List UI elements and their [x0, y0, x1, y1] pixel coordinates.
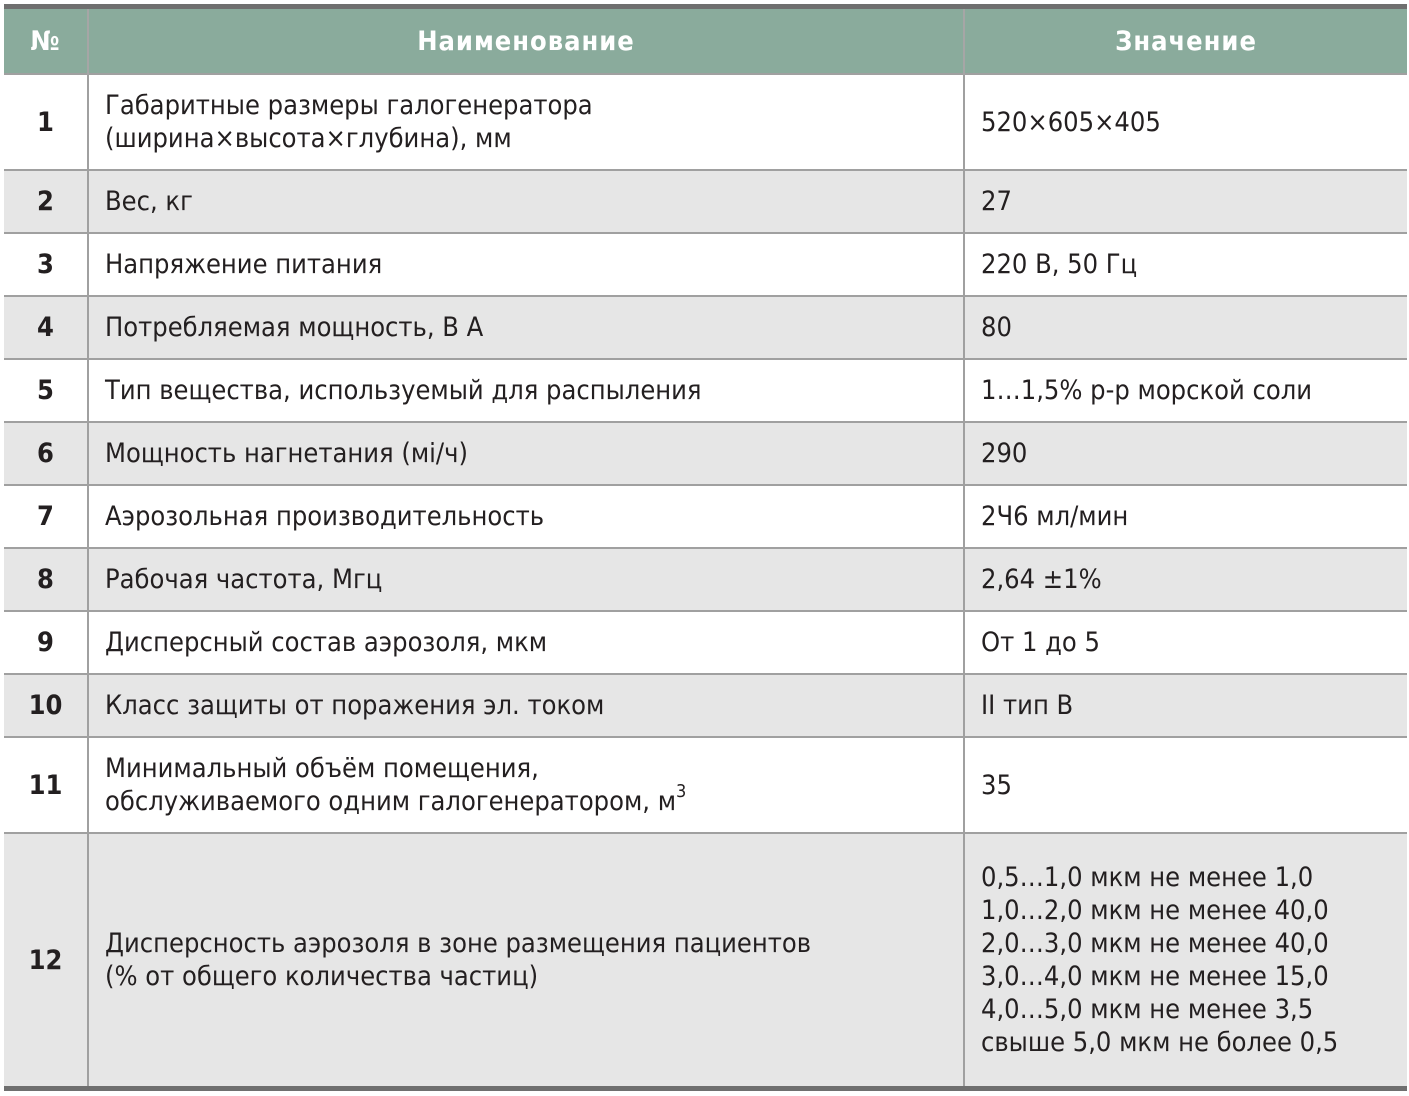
- row-value-line: 220 В, 50 Гц: [981, 249, 1138, 280]
- table-row: [4, 359, 1407, 422]
- row-name: [88, 485, 964, 548]
- row-name: [88, 833, 964, 1086]
- row-name-line: Вес, кг: [105, 186, 193, 217]
- row-value-line: 290: [981, 438, 1028, 469]
- row-name-line: Потребляемая мощность, В А: [105, 312, 484, 343]
- row-value-line: 1,0…2,0 мкм не менее 40,0: [981, 895, 1329, 926]
- row-num: 12: [4, 833, 88, 1086]
- header-num: №: [4, 9, 88, 74]
- row-value: [964, 737, 1407, 833]
- row-value-line: II тип В: [981, 690, 1074, 721]
- row-value: [964, 74, 1407, 170]
- row-value: [964, 611, 1407, 674]
- row-num: 10: [4, 674, 88, 737]
- row-name-line: (% от общего количества частиц): [105, 961, 539, 992]
- table-row: [4, 422, 1407, 485]
- table-header-row: [4, 9, 1407, 74]
- row-name: [88, 74, 964, 170]
- row-name-text: обслуживаемого одним галогенератором, м: [105, 786, 677, 817]
- table-row: [4, 74, 1407, 170]
- row-name-line: Мощность нагнетания (мі/ч): [105, 438, 468, 469]
- row-name: [88, 548, 964, 611]
- row-name: [88, 422, 964, 485]
- row-num: 8: [4, 548, 88, 611]
- row-name-line: Минимальный объём помещения,: [105, 753, 539, 784]
- row-num: 3: [4, 233, 88, 296]
- row-num: 11: [4, 737, 88, 833]
- row-name-line: Габаритные размеры галогенератора: [105, 90, 593, 121]
- table-row: [4, 170, 1407, 233]
- table-row: [4, 674, 1407, 737]
- row-value: [964, 548, 1407, 611]
- row-value-line: свыше 5,0 мкм не более 0,5: [981, 1027, 1339, 1058]
- row-value-line: От 1 до 5: [981, 627, 1100, 658]
- row-name-line: (ширина×высота×глубина), мм: [105, 123, 512, 154]
- table-row: [4, 833, 1407, 1086]
- row-value-line: 1…1,5% р-р морской соли: [981, 375, 1313, 406]
- row-name-line: Напряжение питания: [105, 249, 383, 280]
- row-name: [88, 170, 964, 233]
- row-name: [88, 611, 964, 674]
- row-value-line: 0,5…1,0 мкм не менее 1,0: [981, 862, 1314, 893]
- spec-table-container: [4, 4, 1407, 1091]
- row-value-line: 2,0…3,0 мкм не менее 40,0: [981, 928, 1329, 959]
- row-name-line: Рабочая частота, Мгц: [105, 564, 383, 595]
- row-num: 9: [4, 611, 88, 674]
- table-row: [4, 233, 1407, 296]
- row-num: 4: [4, 296, 88, 359]
- table-row: [4, 548, 1407, 611]
- row-value: [964, 833, 1407, 1086]
- row-name-line: Дисперсный состав аэрозоля, мкм: [105, 627, 548, 658]
- row-value-line: 3,0…4,0 мкм не менее 15,0: [981, 961, 1329, 992]
- row-value-line: 35: [981, 769, 1012, 801]
- row-name-line: Тип вещества, используемый для распыления: [105, 375, 702, 406]
- row-name-line: Аэрозольная производительность: [105, 501, 545, 532]
- row-value-line: 80: [981, 312, 1012, 343]
- row-name: [88, 737, 964, 833]
- table-row: [4, 485, 1407, 548]
- row-num: 5: [4, 359, 88, 422]
- superscript-3: 3: [676, 781, 687, 802]
- header-name: Наименование: [88, 9, 964, 74]
- row-name-line: Дисперсность аэрозоля в зоне размещения пациентов: [105, 928, 812, 959]
- row-num: 6: [4, 422, 88, 485]
- row-num: 1: [4, 74, 88, 170]
- table-row: [4, 737, 1407, 833]
- row-value: [964, 359, 1407, 422]
- row-name: [88, 233, 964, 296]
- row-value: [964, 674, 1407, 737]
- row-value-line: 27: [981, 186, 1012, 217]
- row-name-line: [105, 781, 947, 818]
- table-row: [4, 611, 1407, 674]
- row-value-line: 520×605×405: [981, 106, 1161, 138]
- table-row: [4, 296, 1407, 359]
- row-value: [964, 485, 1407, 548]
- row-name-line: Класс защиты от поражения эл. током: [105, 690, 605, 721]
- row-value: [964, 296, 1407, 359]
- row-num: 2: [4, 170, 88, 233]
- row-value: [964, 233, 1407, 296]
- row-name: [88, 296, 964, 359]
- spec-table: [4, 9, 1407, 1086]
- row-value-line: 4,0…5,0 мкм не менее 3,5: [981, 994, 1314, 1025]
- header-value: Значение: [964, 9, 1407, 74]
- row-name: [88, 359, 964, 422]
- row-value: [964, 170, 1407, 233]
- row-value-line: 2,64 ±1%: [981, 564, 1102, 595]
- row-value: [964, 422, 1407, 485]
- row-name: [88, 674, 964, 737]
- row-num: 7: [4, 485, 88, 548]
- row-value-line: 2Ч6 мл/мин: [981, 501, 1129, 532]
